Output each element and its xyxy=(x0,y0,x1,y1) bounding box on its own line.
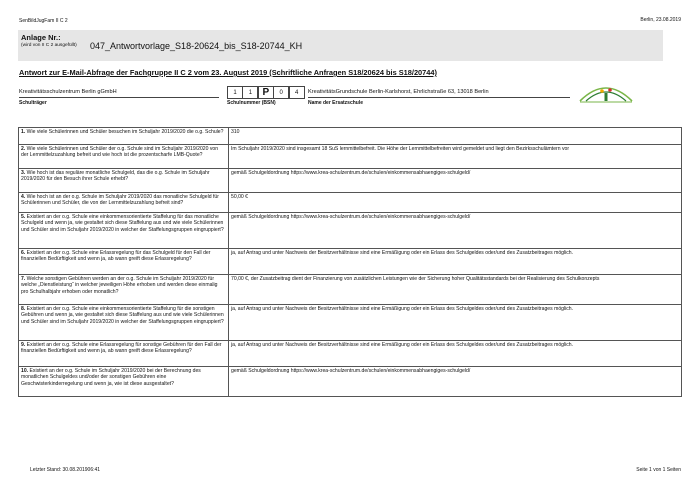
school-number-digit: P xyxy=(258,86,274,99)
question-number: 1. xyxy=(21,129,26,135)
table-row xyxy=(19,249,682,275)
header-department: SenBildJugFam II C 2 xyxy=(19,18,68,24)
ersatzschule-value: KreativitätsGrundschule Berlin-Karlshorst, Ehrlichstraße 63, 13018 Berlin xyxy=(308,89,489,95)
school-number-digit: 4 xyxy=(289,86,305,99)
question-number: 9. xyxy=(21,342,26,348)
footer-page-count: Seite 1 von 1 Seiten xyxy=(636,467,681,473)
question-number: 3. xyxy=(21,170,26,176)
question-number: 8. xyxy=(21,306,26,312)
question-number: 7. xyxy=(21,276,26,282)
question-cell: 2. Wie viele Schülerinnen und Schüler der o.g. Schule sind im Schuljahr 2019/2020 von der Lernmittelzuzahlung befreit und wie hoch ist die prozentscharfe LMB-Quote? xyxy=(19,145,229,169)
question-number: 5. xyxy=(21,214,26,220)
question-cell: 10. Existiert an der o.g. Schule im Schuljahr 2019/2020 bei der Berechnung des monatlichen Schulgeldes und/oder der sonstigen Gebühren eine Geschwisterkinderregelung und wenn ja, wie ist diese ausgestaltet? xyxy=(19,367,229,397)
question-cell: 3. Wie hoch ist das reguläre monatliche Schulgeld, das die o.g. Schule im Schuljahr 2019/2020 für den Besuch ihrer Schule erhebt? xyxy=(19,169,229,193)
answer-cell: 50,00 € xyxy=(229,193,682,213)
answer-cell: Im Schuljahr 2019/2020 sind insgesamt 18 SuS lernmittelbefreit. Die Höhe der Lernmittelbefreiten wird gemeldet und liegt den Bezirksschulämtern vor xyxy=(229,145,682,169)
school-number-boxes xyxy=(227,86,304,97)
traeger-value: Kreativitätsschulzentrum Berlin gGmbH xyxy=(19,89,117,95)
traeger-label: Schulträger xyxy=(19,100,47,106)
header-date: Berlin, 23.08.2019 xyxy=(640,17,681,23)
table-row xyxy=(19,193,682,213)
answer-cell: gemäß Schulgeldordnung https://www.krea-schulzentrum.de/schulen/einkommensabhaengiges-schulgeld/ xyxy=(229,169,682,193)
question-cell: 9. Existiert an der o.g. Schule eine Erlassregelung für sonstige Gebühren für den Fall der finanziellen Bedürftigkeit und wenn ja, ab wann greift diese Erlassregelung? xyxy=(19,341,229,367)
question-cell: 1. Wie viele Schülerinnen und Schüler besuchen im Schuljahr 2019/2020 die o.g. Schule? xyxy=(19,128,229,145)
document-headline: Antwort zur E-Mail-Abfrage der Fachgruppe II C 2 vom 23. August 2019 (Schriftliche Anfragen S18/20624 bis S18/20744) xyxy=(19,68,437,77)
table-row xyxy=(19,213,682,249)
table-row xyxy=(19,145,682,169)
school-number-digit: 1 xyxy=(242,86,258,99)
table-row xyxy=(19,367,682,397)
school-logo-icon xyxy=(578,77,634,105)
table-row xyxy=(19,305,682,341)
answer-cell: ja, auf Antrag und unter Nachweis der Besitzverhältnisse sind eine Ermäßigung oder ein Erlass des Schulgeldes oder/und des Zusatzbeitrages möglich. xyxy=(229,341,682,367)
question-cell: 7. Welche sonstigen Gebühren werden an der o.g. Schule im Schuljahr 2019/2020 für welche „Dienstleistung“ in welcher jeweiligen Höhe erhoben und werden diese einmalig pro Schulhalbjahr erhoben oder monatlich? xyxy=(19,275,229,305)
answer-cell: ja, auf Antrag und unter Nachweis der Besitzverhältnisse sind eine Ermäßigung oder ein Erlass des Schulgeldes oder/und des Zusatzbeitrages möglich. xyxy=(229,249,682,275)
school-number-label: Schulnummer (BSN) xyxy=(227,100,276,106)
school-number-digit: 1 xyxy=(227,86,243,99)
answer-cell: gemäß Schulgeldordnung https://www.krea-schulzentrum.de/schulen/einkommensabhaengiges-schulgeld/ xyxy=(229,213,682,249)
school-number-digit: 0 xyxy=(273,86,289,99)
anlage-value: 047_Antwortvorlage_S18-20624_bis_S18-20744_KH xyxy=(90,41,303,51)
anlage-sublabel: (wird von II C 2 ausgefüllt) xyxy=(21,43,77,48)
question-cell: 6. Existiert an der o.g. Schule eine Erlassregelung für das Schulgeld für den Fall der finanziellen Bedürftigkeit und wenn ja, ab wann greift diese Erlassregelung? xyxy=(19,249,229,275)
question-number: 4. xyxy=(21,194,26,200)
question-cell: 4. Wie hoch ist an der o.g. Schule im Schuljahr 2019/2020 das monatliche Schulgeld für Schülerinnen und Schüler, die von der Lernmittelzuzahlung befreit sind? xyxy=(19,193,229,213)
answer-cell: ja, auf Antrag und unter Nachweis der Besitzverhältnisse sind eine Ermäßigung oder ein Erlass des Schulgeldes oder/und des Zusatzbeitrages möglich. xyxy=(229,305,682,341)
ersatzschule-underline xyxy=(308,97,570,98)
question-number: 10. xyxy=(21,368,29,374)
question-cell: 8. Existiert an der o.g. Schule eine einkommensorientierte Staffelung für die sonstigen Gebühren und wenn ja, wie gestaltet sich diese Staffelung aus und wie viele Schülerinnen und Schüler sind im Schuljahr 2019/2020 in welcher der Staffelungsgruppen eingruppiert? xyxy=(19,305,229,341)
question-number: 2. xyxy=(21,146,26,152)
question-cell: 5. Existiert an der o.g. Schule eine einkommensorientierte Staffelung für das monatliche Schulgeld und wenn ja, wie gestaltet sich diese Staffelung aus und wie viele Schülerinnen und Schüler sind im Schuljahr 2019/2020 in welcher der Staffelungsgruppen eingruppiert? xyxy=(19,213,229,249)
traeger-underline xyxy=(19,97,219,98)
table-row xyxy=(19,341,682,367)
table-row xyxy=(19,169,682,193)
answer-cell: 310 xyxy=(229,128,682,145)
question-number: 6. xyxy=(21,250,26,256)
table-row xyxy=(19,275,682,305)
footer-last-update: Letzter Stand: 30.08.201906:41 xyxy=(30,467,101,473)
questions-table xyxy=(18,127,682,397)
table-row xyxy=(19,128,682,145)
anlage-label: Anlage Nr.: xyxy=(21,33,61,42)
anlage-box xyxy=(18,30,663,61)
answer-cell: gemäß Schulgeldordnung https://www.krea-schulzentrum.de/schulen/einkommensabhaengiges-schulgeld/ xyxy=(229,367,682,397)
answer-cell: 70,00 €, der Zusatzbeitrag dient der Finanzierung von zusätzlichen Leistungen wie der Sicherung hoher Qualitätsstandards bei der Realisierung des Schulkonzepts xyxy=(229,275,682,305)
ersatzschule-label: Name der Ersatzschule xyxy=(308,100,364,106)
